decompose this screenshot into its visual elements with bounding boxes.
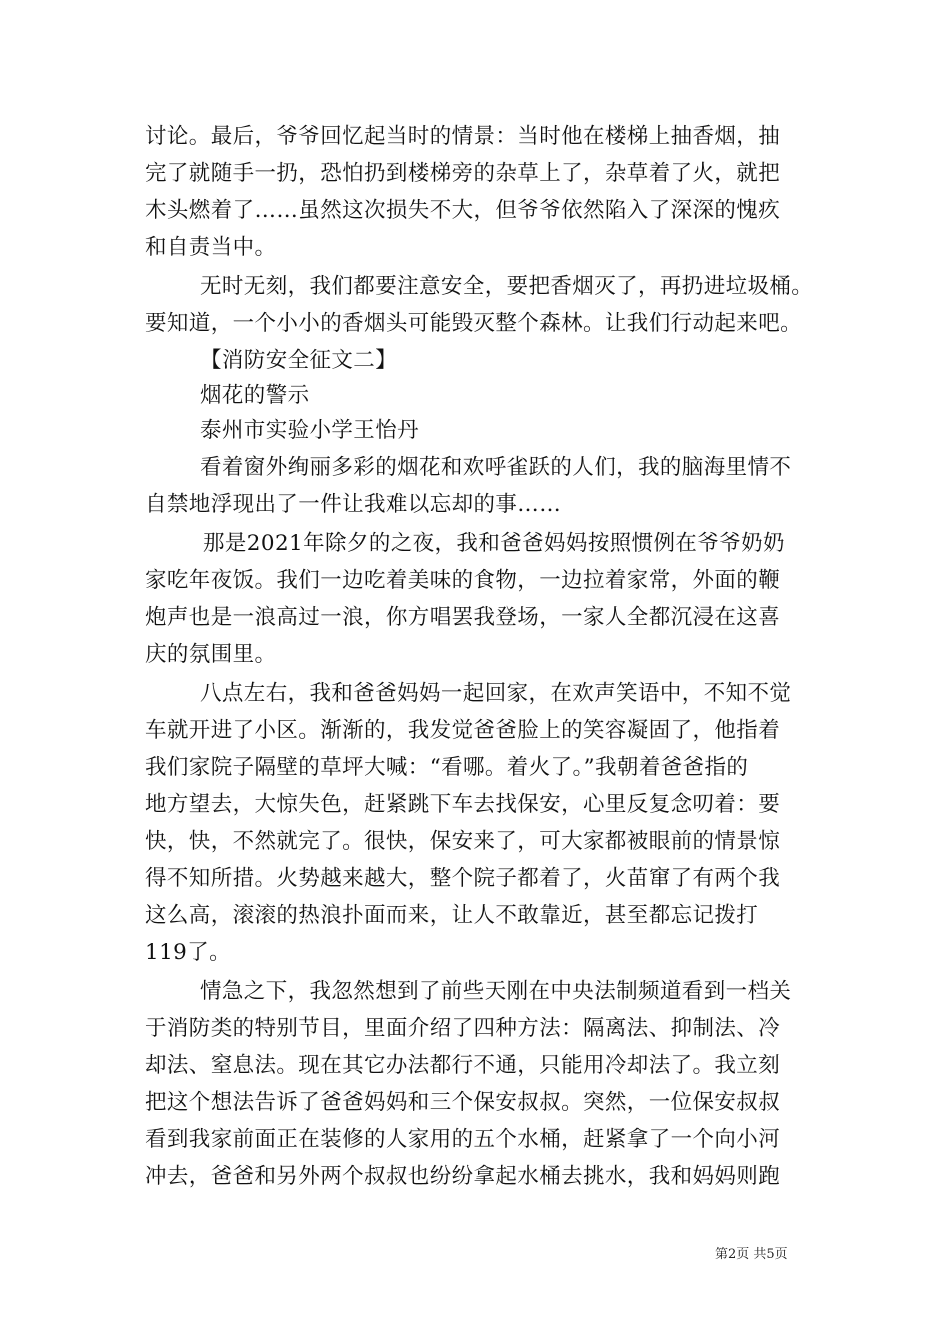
essay-title: 烟花的警示 bbox=[200, 383, 310, 408]
body-line: 看到我家前面正在装修的人家用的五个水桶，赶紧拿了一个向小河 bbox=[145, 1127, 781, 1152]
body-line: 却法、窒息法。现在其它办法都行不通，只能用冷却法了。我立刻 bbox=[145, 1053, 781, 1078]
body-line: 情急之下，我忽然想到了前些天刚在中央法制频道看到一档关 bbox=[200, 979, 792, 1004]
body-line: 讨论。最后，爷爷回忆起当时的情景：当时他在楼梯上抽香烟，抽 bbox=[145, 124, 781, 149]
body-line: 自禁地浮现出了一件让我难以忘却的事…… bbox=[145, 492, 562, 517]
body-line: 地方望去，大惊失色，赶紧跳下车去找保安，心里反复念叨着：要 bbox=[145, 792, 781, 817]
body-line: 我们家院子隔壁的草坪大喊：“看哪。着火了。”我朝着爸爸指的 bbox=[145, 755, 749, 780]
body-line: 庆的氛围里。 bbox=[145, 642, 277, 667]
body-line: 木头燃着了……虽然这次损失不大，但爷爷依然陷入了深深的愧疚 bbox=[145, 198, 781, 223]
body-line: 看着窗外绚丽多彩的烟花和欢呼雀跃的人们，我的脑海里情不 bbox=[200, 455, 792, 480]
body-line: 要知道，一个小小的香烟头可能毁灭整个森林。让我们行动起来吧。 bbox=[145, 311, 803, 336]
body-line: 得不知所措。火势越来越大，整个院子都着了，火苗窜了有两个我 bbox=[145, 866, 781, 891]
body-line: 家吃年夜饭。我们一边吃着美味的食物，一边拉着家常，外面的鞭 bbox=[145, 568, 781, 593]
body-line: 完了就随手一扔，恐怕扔到楼梯旁的杂草上了，杂草着了火，就把 bbox=[145, 161, 781, 186]
body-line: 车就开进了小区。渐渐的，我发觉爸爸脸上的笑容凝固了，他指着 bbox=[145, 718, 781, 743]
body-line: 那是2021年除夕的之夜，我和爸爸妈妈按照惯例在爷爷奶奶 bbox=[203, 531, 785, 556]
body-line: 八点左右，我和爸爸妈妈一起回家，在欢声笑语中，不知不觉 bbox=[200, 681, 792, 706]
body-line: 和自责当中。 bbox=[145, 235, 277, 260]
body-line: 这么高，滚滚的热浪扑面而来，让人不敢靠近，甚至都忘记拨打 bbox=[145, 903, 759, 928]
page-number: 第2页 共5页 bbox=[715, 1247, 788, 1262]
body-line: 119了。 bbox=[145, 940, 232, 965]
section-heading: 【消防安全征文二】 bbox=[200, 348, 398, 373]
body-line: 无时无刻，我们都要注意安全，要把香烟灭了，再扔进垃圾桶。 bbox=[200, 274, 814, 299]
body-line: 冲去，爸爸和另外两个叔叔也纷纷拿起水桶去挑水，我和妈妈则跑 bbox=[145, 1164, 781, 1189]
body-line: 把这个想法告诉了爸爸妈妈和三个保安叔叔。突然，一位保安叔叔 bbox=[145, 1090, 781, 1115]
body-line: 于消防类的特别节目，里面介绍了四种方法：隔离法、抑制法、冷 bbox=[145, 1016, 781, 1041]
body-line: 快，快，不然就完了。很快，保安来了，可大家都被眼前的情景惊 bbox=[145, 829, 781, 854]
body-line: 炮声也是一浪高过一浪，你方唱罢我登场，一家人全都沉浸在这喜 bbox=[145, 605, 781, 630]
essay-author: 泰州市实验小学王怡丹 bbox=[200, 418, 420, 443]
